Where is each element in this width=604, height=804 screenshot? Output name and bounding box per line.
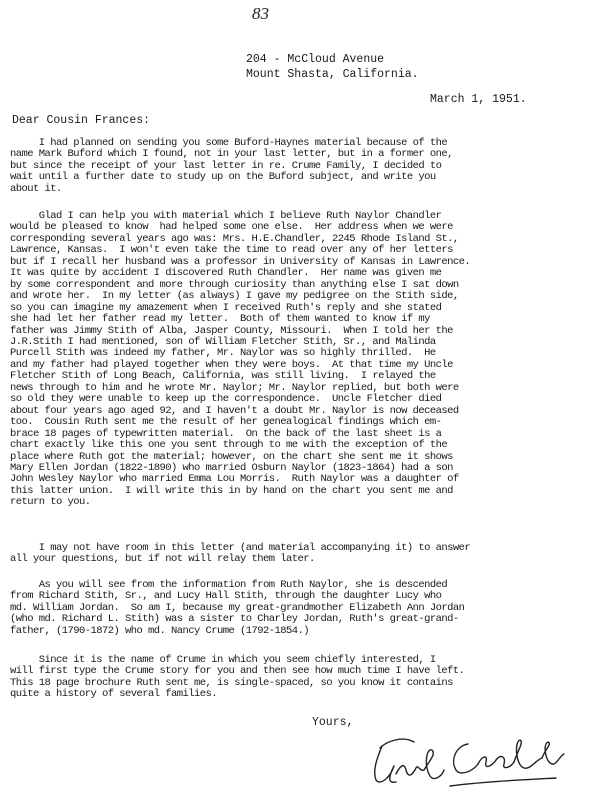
- paragraph-5: Since it is the name of Crume in which you seem chiefly interested, I will first type the Crume story for you and then see how much time I have left. This 18 page brochure Ruth sent me, is single-spaced, so you know it contains quite a history of several families.: [10, 654, 465, 701]
- salutation: Dear Cousin Frances:: [12, 114, 151, 127]
- paragraph-2: Glad I can help you with material which I believe Ruth Naylor Chandler would be pleased to know had helped some one else. Her address when we were corresponding several years ago was: Mrs. H.E.Chandler, 2245 Rhode Island St., Lawrence, Kansas. I won't even take the time to read over any of her letters but if I recall her husband was a professor in University of Kansas in Lawrence. It was quite by accident I discovered Ruth Chandler. Her name was given me by some correspondent and more through curiosity than anything else I sat down and wrote her. In my letter (as always) I gave my pedigree on the Stith side, so you can imagine my amazement when I received Ruth's reply and she stated she had let her father read my letter. Both of them wanted to know if my father was Jimmy Stith of Alba, Jasper County, Missouri. When I told her the J.R.Stith I had mentioned, son of William Fletcher Stith, Sr., and Malinda Purcell Stith was indeed my father, Mr. Naylor was so highly thrilled. He and my father had played together when they were boys. At that time my Uncle Fletcher Stith of Long Beach, California, was still living. I relayed the news through to him and he wrote Mr. Naylor; Mr. Naylor replied, but both were so old they were unable to keep up the correspondence. Uncle Fletcher died about four years ago aged 92, and I haven't a doubt Mr. Naylor is now deceased too. Cousin Ruth sent me the result of her genealogical findings which em- brace 18 pages of typewritten material. On the back of the last sheet is a chart exactly like this one you sent through to me with the exception of the place where Ruth got the material; however, on the chart she sent me it shows Mary Ellen Jordan (1822-1890) who married Osburn Naylor (1823-1864) had a son John Wesley Naylor who married Emma Lou Morris. Ruth Naylor was a daughter of this latter union. I will write this in by hand on the chart you sent me and return to you.: [10, 210, 471, 509]
- letter-date: March 1, 1951.: [430, 93, 527, 106]
- paragraph-4: As you will see from the information from Ruth Naylor, she is descended from Richard Stith, Sr., and Lucy Hall Stith, through the daughter Lucy who md. William Jordan. So am I, because my great-grandmother Elizabeth Ann Jordan (who md. Richard L. Stith) was a sister to Charley Jordan, Ruth's great-grand- father, (1790-1872) who md. Nancy Crume (1792-1854.): [10, 579, 465, 637]
- address-line-1: 204 - McCloud Avenue: [246, 53, 385, 66]
- page-number: 83: [252, 4, 269, 23]
- paragraph-1: I had planned on sending you some Buford-Haynes material because of the name Mark Buford which I found, not in your last letter, but in a former one, but since the receipt of your last letter in re. Crume Family, I decided to wait until a further date to study up on the Buford subject, and write you about it.: [10, 137, 453, 195]
- closing: Yours,: [312, 716, 354, 729]
- address-line-2: Mount Shasta, California.: [246, 68, 419, 81]
- sender-address: [246, 52, 419, 82]
- paragraph-3: I may not have room in this letter (and material accompanying it) to answer all your questions, but if not will relay them later.: [10, 542, 471, 566]
- handwritten-signature: [360, 726, 570, 796]
